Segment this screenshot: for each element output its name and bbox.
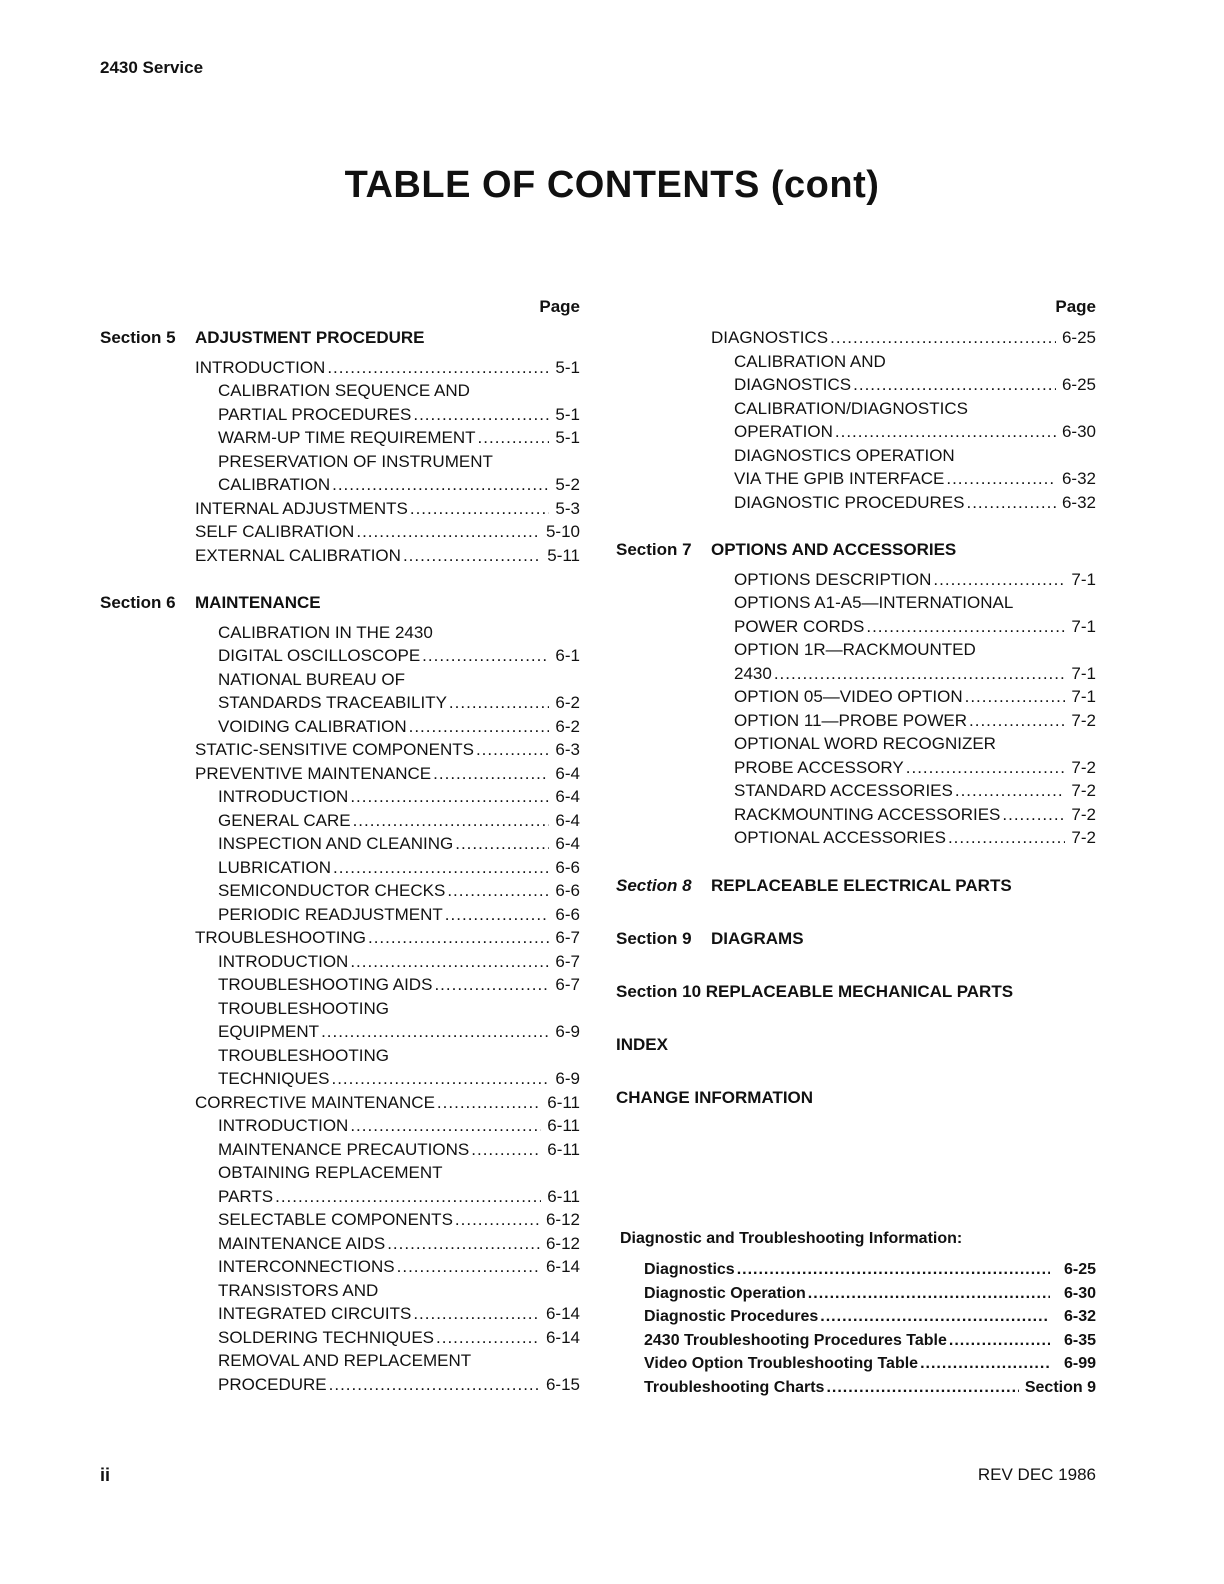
toc-entry-text: PERIODIC READJUSTMENT <box>218 904 443 924</box>
leader-dots <box>948 826 1065 850</box>
section-title: REPLACEABLE MECHANICAL PARTS <box>705 981 1014 1001</box>
leader-dots <box>353 809 550 833</box>
leader-dots <box>433 762 549 786</box>
toc-entry <box>100 903 580 927</box>
page-number: ii <box>100 1465 111 1485</box>
toc-entry-page: 6-6 <box>555 881 580 900</box>
diagnostic-entry-text: Diagnostic Procedures <box>644 1308 819 1325</box>
diagnostic-entry-page: 6-25 <box>1063 1261 1096 1278</box>
toc-entry <box>100 973 580 997</box>
leader-dots <box>321 1020 549 1044</box>
toc-entry <box>100 668 580 692</box>
toc-entry-text: OBTAINING REPLACEMENT <box>218 1163 443 1182</box>
toc-entry-text: INTERNAL ADJUSTMENTS <box>195 498 408 518</box>
leader-dots <box>445 903 550 927</box>
toc-entry-page: 6-6 <box>555 857 580 877</box>
toc-entry-text: MAINTENANCE PRECAUTIONS <box>218 1139 470 1159</box>
toc-entry-text: PREVENTIVE MAINTENANCE <box>195 763 432 783</box>
section-title: REPLACEABLE ELECTRICAL PARTS <box>711 875 1012 895</box>
toc-entry-page: 7-1 <box>1071 616 1096 636</box>
leader-dots <box>275 1185 541 1209</box>
toc-entry-text: REMOVAL AND REPLACEMENT <box>218 1351 472 1370</box>
section-10-heading <box>616 980 1096 1004</box>
index-title: INDEX <box>616 1034 668 1054</box>
leader-dots <box>969 709 1065 733</box>
section-label: Section 7 <box>616 540 692 559</box>
change-information-title: CHANGE INFORMATION <box>616 1087 814 1107</box>
toc-entry-text: PRESERVATION OF INSTRUMENT <box>218 451 493 471</box>
diagnostic-info-entries <box>620 1258 1096 1399</box>
leader-dots <box>387 1232 540 1256</box>
toc-entry <box>100 1114 580 1138</box>
toc-entry-text: PARTS <box>218 1186 274 1206</box>
running-header: 2430 Service <box>100 58 204 77</box>
toc-entry-text: OPTIONAL WORD RECOGNIZER <box>734 734 996 753</box>
toc-entry <box>100 785 580 809</box>
toc-entry <box>100 520 580 544</box>
leader-dots <box>434 973 549 997</box>
leader-dots <box>410 497 550 521</box>
toc-entry <box>100 544 580 568</box>
toc-entry <box>100 832 580 856</box>
toc-entry-text: PARTIAL PROCEDURES <box>218 404 412 424</box>
diagnostic-info-entry <box>620 1329 1096 1353</box>
toc-entry-page: 7-1 <box>1071 687 1096 706</box>
section-label: Section 8 <box>616 875 692 895</box>
toc-entry <box>616 803 1096 827</box>
leader-dots <box>332 473 549 497</box>
toc-entry <box>100 426 580 450</box>
diagnostic-entry-page: Section 9 <box>1024 1378 1096 1396</box>
toc-entry-page: 6-15 <box>545 1374 580 1394</box>
toc-entry-page: 6-11 <box>547 1139 580 1159</box>
leader-dots <box>949 1329 1050 1353</box>
diagnostic-info-entry <box>620 1352 1096 1376</box>
toc-entry-text: INSPECTION AND CLEANING <box>218 834 454 853</box>
leader-dots <box>413 1302 540 1326</box>
toc-entry <box>616 591 1096 615</box>
toc-entry-text: VOIDING CALIBRATION <box>218 716 407 736</box>
toc-entry-text: TROUBLESHOOTING <box>195 928 366 947</box>
section-label: Section 9 <box>616 928 692 948</box>
toc-entry-text: OPTION 1R—RACKMOUNTED <box>734 640 976 659</box>
toc-entry-text: NATIONAL BUREAU OF <box>218 669 406 689</box>
toc-entry <box>100 1185 580 1209</box>
toc-entry <box>100 1302 580 1326</box>
leader-dots <box>447 879 549 903</box>
page-column-header: Page <box>1055 297 1096 316</box>
section-title: OPTIONS AND ACCESSORIES <box>711 540 957 559</box>
toc-entry-page: 6-25 <box>1061 375 1096 394</box>
toc-entry <box>100 1044 580 1068</box>
leader-dots <box>808 1282 1050 1306</box>
diagnostic-info-entry <box>620 1282 1096 1306</box>
toc-entry <box>616 568 1096 592</box>
toc-entry <box>100 1349 580 1373</box>
toc-entry-text: DIAGNOSTIC PROCEDURES <box>734 492 965 512</box>
toc-entry <box>616 467 1096 491</box>
toc-entry-text: TRANSISTORS AND <box>218 1280 379 1300</box>
toc-entry <box>100 1208 580 1232</box>
toc-entry-page: 6-7 <box>555 975 580 994</box>
toc-entry-text: WARM-UP TIME REQUIREMENT <box>218 428 476 447</box>
toc-entry-page: 7-2 <box>1071 757 1096 777</box>
toc-entry-page: 5-10 <box>545 522 580 541</box>
toc-entry <box>100 621 580 645</box>
toc-entry-page: 5-1 <box>555 428 580 447</box>
toc-entry-text: VIA THE GPIB INTERFACE <box>734 469 945 488</box>
toc-entry-text: EQUIPMENT <box>218 1022 320 1041</box>
toc-entry-page: 6-32 <box>1061 469 1096 488</box>
continued-entries <box>616 326 1096 514</box>
right-column <box>616 296 1096 1115</box>
toc-entry-page: 6-14 <box>545 1304 580 1323</box>
toc-entry-page: 6-32 <box>1061 492 1096 512</box>
toc-entry-page: 7-1 <box>1071 663 1096 683</box>
leader-dots <box>966 491 1055 515</box>
section-title: DIAGRAMS <box>711 928 804 948</box>
toc-entry-text: 2430 <box>734 663 772 683</box>
leader-dots <box>920 1352 1050 1376</box>
toc-entry-page: 6-4 <box>555 810 580 830</box>
toc-entry-page: 6-6 <box>555 904 580 924</box>
toc-entry-text: OPTIONS A1-A5—INTERNATIONAL <box>734 593 1014 612</box>
toc-entry-text: SELECTABLE COMPONENTS <box>218 1210 453 1229</box>
toc-entry-page: 6-12 <box>545 1210 580 1229</box>
toc-entry-text: TROUBLESHOOTING <box>218 1045 389 1065</box>
leader-dots <box>350 1114 541 1138</box>
leader-dots <box>830 326 1056 350</box>
toc-entry-text: DIAGNOSTICS <box>711 328 829 347</box>
toc-entry <box>616 662 1096 686</box>
toc-entry <box>616 326 1096 350</box>
leader-dots <box>331 1067 549 1091</box>
toc-entry-text: TROUBLESHOOTING AIDS <box>218 975 433 994</box>
revision-date: REV DEC 1986 <box>977 1465 1096 1484</box>
leader-dots <box>853 373 1056 397</box>
toc-entry <box>100 356 580 380</box>
leader-dots <box>413 403 549 427</box>
diagnostic-info-entry <box>620 1258 1096 1282</box>
toc-entry-page: 5-1 <box>555 357 580 377</box>
toc-entry <box>616 685 1096 709</box>
section-7-entries <box>616 568 1096 850</box>
toc-entry <box>100 379 580 403</box>
diagnostic-entry-page: 6-99 <box>1063 1355 1096 1372</box>
leader-dots <box>356 520 540 544</box>
toc-entry-text: INTERCONNECTIONS <box>218 1257 395 1276</box>
toc-entry <box>100 497 580 521</box>
toc-entry-text: POWER CORDS <box>734 616 865 636</box>
toc-entry <box>100 926 580 950</box>
toc-entry <box>100 450 580 474</box>
toc-entry-text: OPTION 11—PROBE POWER <box>734 710 968 730</box>
toc-entry <box>616 444 1096 468</box>
toc-entry-page: 6-9 <box>555 1069 580 1088</box>
toc-entry-page: 6-25 <box>1061 328 1096 347</box>
leader-dots <box>397 1255 540 1279</box>
toc-entry-text: CALIBRATION/DIAGNOSTICS <box>734 398 968 418</box>
section-label: Section 10 <box>616 981 702 1001</box>
toc-entry-text: INTRODUCTION <box>218 1116 349 1135</box>
toc-entry-text: RACKMOUNTING ACCESSORIES <box>734 804 1001 824</box>
toc-entry-text: PROCEDURE <box>218 1374 327 1394</box>
toc-entry <box>616 826 1096 850</box>
toc-entry-page: 6-11 <box>547 1186 580 1206</box>
left-sections <box>100 326 580 1396</box>
toc-entry <box>100 950 580 974</box>
toc-entry-text: INTEGRATED CIRCUITS <box>218 1304 412 1323</box>
toc-entry-text: EXTERNAL CALIBRATION <box>195 545 401 565</box>
toc-entry-page: 6-1 <box>555 646 580 665</box>
leader-dots <box>955 779 1066 803</box>
toc-entry <box>616 420 1096 444</box>
toc-entry-page: 6-11 <box>547 1116 580 1135</box>
toc-entry-text: SOLDERING TECHNIQUES <box>218 1327 435 1347</box>
leader-dots <box>436 1326 540 1350</box>
toc-entry-page: 7-1 <box>1071 569 1096 589</box>
diagnostic-entry-text: Diagnostic Operation <box>644 1284 806 1302</box>
toc-entry-text: OPTIONAL ACCESSORIES <box>734 828 946 847</box>
toc-entry-page: 5-11 <box>547 545 580 565</box>
leader-dots <box>866 615 1065 639</box>
toc-entry-page: 5-1 <box>555 404 580 424</box>
diagnostic-info-title: Diagnostic and Troubleshooting Information: <box>620 1230 963 1247</box>
toc-entry <box>100 473 580 497</box>
toc-entry-text: CALIBRATION IN THE 2430 <box>218 622 433 642</box>
toc-entry <box>100 691 580 715</box>
leader-dots <box>449 691 550 715</box>
leader-dots <box>409 715 550 739</box>
diagnostic-entry-text: Troubleshooting Charts <box>644 1378 825 1396</box>
toc-entry <box>100 762 580 786</box>
leader-dots <box>1002 803 1065 827</box>
toc-entry-text: PROBE ACCESSORY <box>734 757 904 777</box>
leader-dots <box>476 738 549 762</box>
diagnostic-info-entry <box>620 1305 1096 1329</box>
diagnostic-entry-text: Video Option Troubleshooting Table <box>644 1355 919 1372</box>
toc-entry-page: 6-4 <box>555 787 580 806</box>
diagnostic-entry-page: 6-32 <box>1063 1308 1096 1325</box>
section-label: Section 6 <box>100 593 176 612</box>
toc-entry-page: 6-30 <box>1061 422 1096 441</box>
toc-entry-text: CALIBRATION SEQUENCE AND <box>218 381 470 400</box>
toc-entry-page: 6-12 <box>545 1233 580 1253</box>
toc-entry <box>100 1091 580 1115</box>
leader-dots <box>471 1138 541 1162</box>
toc-entry <box>616 732 1096 756</box>
leader-dots <box>826 1376 1018 1400</box>
toc-entry <box>100 1255 580 1279</box>
toc-entry <box>100 879 580 903</box>
leader-dots <box>835 420 1056 444</box>
toc-entry-text: DIAGNOSTICS OPERATION <box>734 445 955 465</box>
toc-entry-text: TROUBLESHOOTING <box>218 998 389 1018</box>
toc-entry <box>100 644 580 668</box>
toc-entry <box>100 809 580 833</box>
toc-entry <box>100 1279 580 1303</box>
toc-entry-page: 5-2 <box>555 475 580 494</box>
section-9-heading <box>616 927 1096 951</box>
toc-entry-page: 6-7 <box>555 951 580 971</box>
toc-entry-page: 6-2 <box>555 693 580 712</box>
toc-entry <box>100 1161 580 1185</box>
toc-entry-text: CALIBRATION <box>218 475 331 494</box>
toc-entry-text: INTRODUCTION <box>195 357 326 377</box>
toc-entry-page: 7-2 <box>1071 710 1096 730</box>
leader-dots <box>774 662 1066 686</box>
leader-dots <box>422 644 549 668</box>
section-8-heading <box>616 874 1096 898</box>
leader-dots <box>329 1373 540 1397</box>
toc-entry <box>100 1326 580 1350</box>
leader-dots <box>350 950 549 974</box>
leader-dots <box>350 785 549 809</box>
toc-entry-text: STATIC-SENSITIVE COMPONENTS <box>195 740 474 759</box>
diagnostic-entry-page: 6-35 <box>1063 1331 1096 1349</box>
toc-entry-page: 6-9 <box>555 1022 580 1041</box>
leader-dots <box>455 832 549 856</box>
toc-entry-page: 6-7 <box>555 928 580 947</box>
toc-entry <box>100 738 580 762</box>
change-information-heading <box>616 1086 1096 1110</box>
toc-entry <box>100 1373 580 1397</box>
toc-entry-page: 6-11 <box>547 1092 580 1112</box>
toc-entry-page: 6-4 <box>555 834 580 853</box>
toc-entry-text: CALIBRATION AND <box>734 351 886 371</box>
toc-entry-page: 5-3 <box>555 498 580 518</box>
toc-entry-page: 7-2 <box>1071 804 1096 824</box>
toc-entry-page: 6-14 <box>545 1327 580 1347</box>
leader-dots <box>327 356 549 380</box>
diagnostic-entry-text: 2430 Troubleshooting Procedures Table <box>644 1331 947 1349</box>
toc-entry-text: DIAGNOSTICS <box>734 375 852 394</box>
leader-dots <box>478 426 550 450</box>
toc-entry <box>616 615 1096 639</box>
toc-entry-page: 6-3 <box>555 740 580 759</box>
toc-entry-text: OPERATION <box>734 422 833 441</box>
leader-dots <box>333 856 549 880</box>
toc-entry-text: STANDARDS TRACEABILITY <box>218 693 447 712</box>
leader-dots <box>737 1258 1050 1282</box>
toc-entry-page: 7-2 <box>1071 828 1096 847</box>
leader-dots <box>906 756 1066 780</box>
toc-entry <box>616 638 1096 662</box>
toc-entry-text: SELF CALIBRATION <box>195 522 355 541</box>
toc-entry-text: GENERAL CARE <box>218 810 351 830</box>
toc-entry-text: INTRODUCTION <box>218 951 349 971</box>
leader-dots <box>965 685 1066 709</box>
section-heading <box>100 591 580 615</box>
toc-entry <box>100 1138 580 1162</box>
toc-entry-text: SEMICONDUCTOR CHECKS <box>218 881 446 900</box>
toc-entry <box>616 350 1096 374</box>
toc-entry <box>100 1232 580 1256</box>
leader-dots <box>820 1305 1050 1329</box>
toc-entry <box>616 779 1096 803</box>
section-title: ADJUSTMENT PROCEDURE <box>195 328 425 347</box>
leader-dots <box>368 926 549 950</box>
toc-entry <box>100 403 580 427</box>
toc-entry-text: OPTION 05—VIDEO OPTION <box>734 687 963 706</box>
index-heading <box>616 1033 1096 1057</box>
toc-entry-text: OPTIONS DESCRIPTION <box>734 569 932 589</box>
left-column <box>100 296 580 1396</box>
toc-entry-text: INTRODUCTION <box>218 787 349 806</box>
toc-entry <box>100 715 580 739</box>
toc-entry-text: TECHNIQUES <box>218 1069 330 1088</box>
toc-entry-text: CORRECTIVE MAINTENANCE <box>195 1092 435 1112</box>
toc-entry <box>100 1067 580 1091</box>
leader-dots <box>946 467 1056 491</box>
leader-dots <box>455 1208 540 1232</box>
section-7-heading <box>616 538 1096 562</box>
leader-dots <box>437 1091 541 1115</box>
section-label: Section 5 <box>100 328 176 347</box>
diagnostic-info-entry <box>620 1376 1096 1400</box>
section-heading <box>100 326 580 350</box>
toc-entry-page: 6-14 <box>545 1257 580 1276</box>
toc-entry <box>616 397 1096 421</box>
toc-entry-text: STANDARD ACCESSORIES <box>734 781 953 800</box>
toc-entry <box>616 373 1096 397</box>
toc-entry <box>616 709 1096 733</box>
toc-entry-page: 6-2 <box>555 716 580 736</box>
toc-entry-text: MAINTENANCE AIDS <box>218 1233 386 1253</box>
diagnostic-entry-text: Diagnostics <box>644 1261 735 1278</box>
toc-entry-text: DIGITAL OSCILLOSCOPE <box>218 646 421 665</box>
leader-dots <box>933 568 1065 592</box>
toc-entry <box>616 756 1096 780</box>
toc-entry <box>100 856 580 880</box>
page-title: TABLE OF CONTENTS (cont) <box>344 164 880 206</box>
toc-entry-page: 6-4 <box>555 763 580 783</box>
leader-dots <box>403 544 541 568</box>
page-column-header: Page <box>539 297 580 316</box>
section-title: MAINTENANCE <box>195 593 321 612</box>
toc-entry-text: LUBRICATION <box>218 857 332 877</box>
toc-entry <box>100 997 580 1021</box>
diagnostic-entry-page: 6-30 <box>1063 1284 1096 1302</box>
toc-entry <box>616 491 1096 515</box>
toc-entry-page: 7-2 <box>1071 781 1096 800</box>
toc-entry <box>100 1020 580 1044</box>
diagnostic-info-box <box>620 1228 1096 1399</box>
